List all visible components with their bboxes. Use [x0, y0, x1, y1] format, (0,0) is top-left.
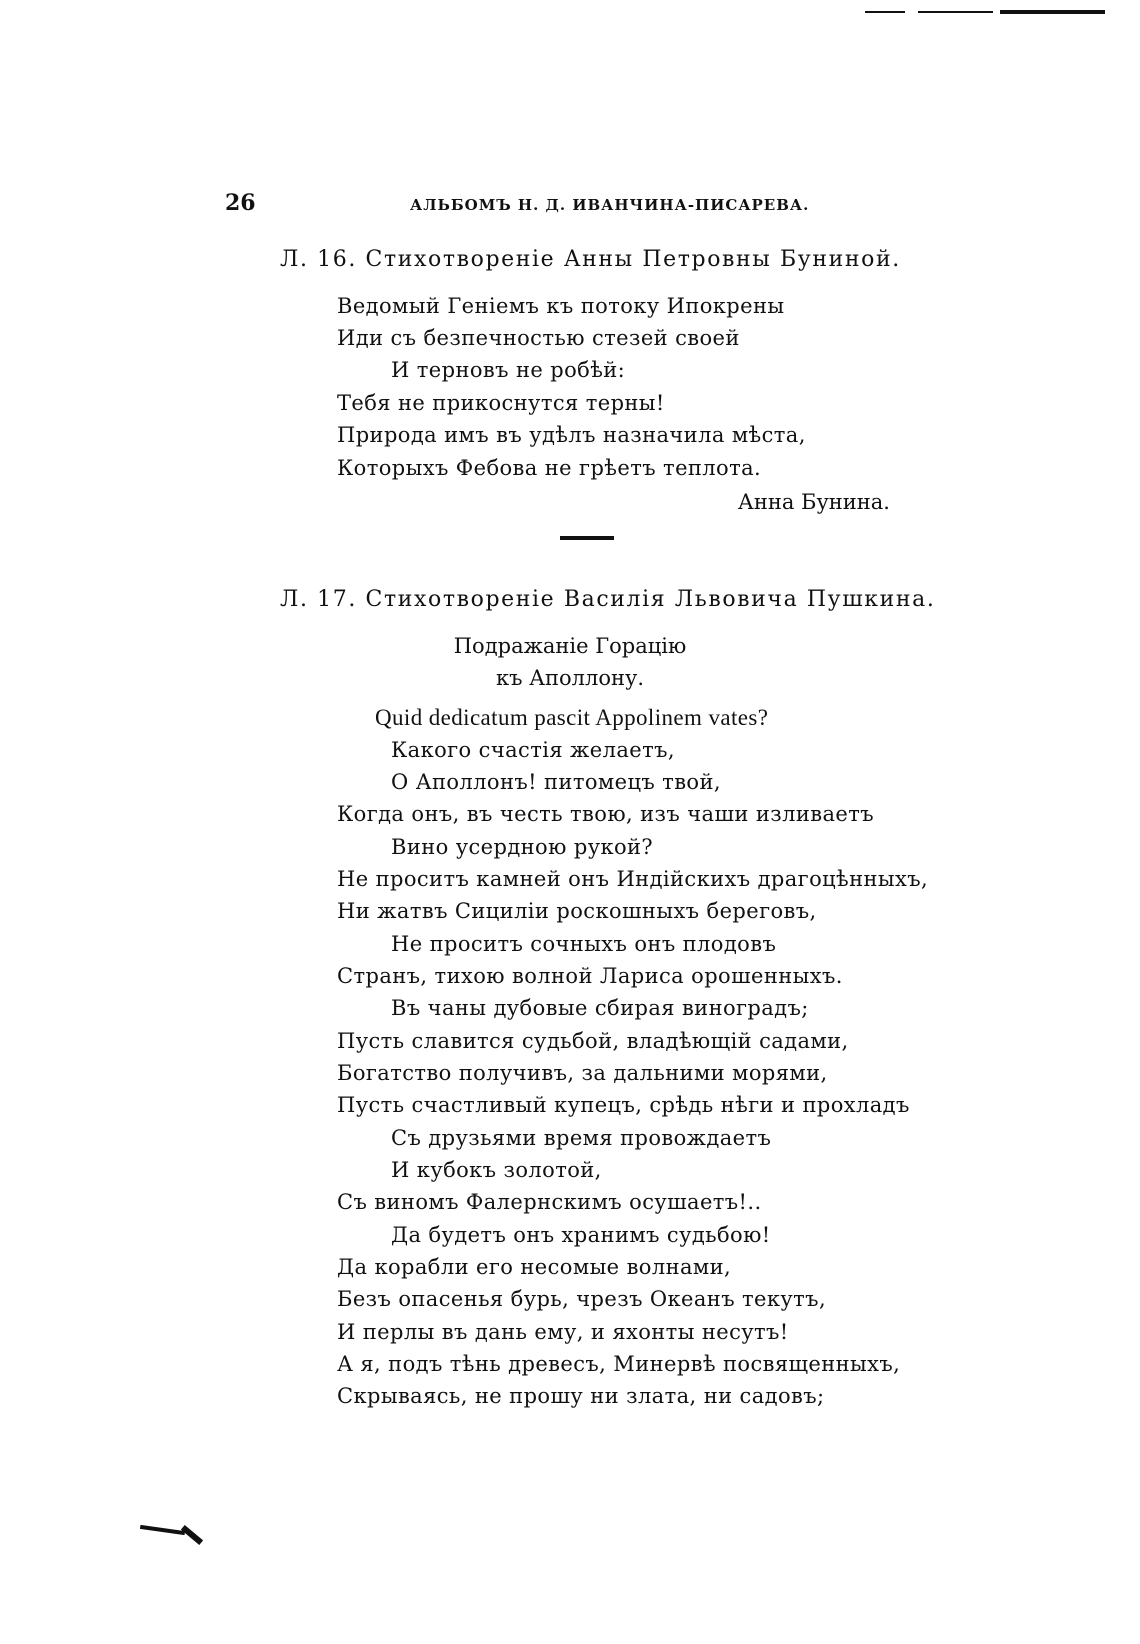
scan-artifact-top-right	[918, 11, 993, 13]
poem-line: Богатство получивъ, за дальними морями,	[337, 1061, 828, 1085]
running-title: АЛЬБОМЪ Н. Д. ИВАНЧИНА-ПИСАРЕВА.	[410, 196, 810, 214]
poem-line: Странъ, тихою волной Лариса орошенныхъ.	[337, 964, 843, 988]
poem-line: Не проситъ сочныхъ онъ плодовъ	[391, 932, 777, 956]
epigraph: Quid dedicatum pascit Appolinem vates?	[375, 705, 769, 730]
scan-artifact-top-right	[1000, 10, 1105, 14]
entry-heading: Л. 16. Стихотвореніе Анны Петровны Буниной.	[280, 247, 901, 272]
section-divider	[560, 536, 614, 540]
poem-line: Да будетъ онъ хранимъ судьбою!	[391, 1223, 771, 1247]
poem-line: Иди съ безпечностью стезей своей	[337, 326, 740, 350]
author-signature: Анна Бунина.	[737, 490, 890, 514]
poem-line: Которыхъ Фебова не грѣетъ теплота.	[337, 456, 762, 480]
poem-line: Не проситъ камней онъ Индійскихъ драгоцѣнныхъ,	[337, 867, 929, 891]
poem-line: Пусть счастливый купецъ, срѣдь нѣги и прохладъ	[337, 1093, 910, 1117]
poem-line: Ведомый Геніемъ къ потоку Ипокрены	[337, 294, 785, 318]
poem-line: Какого счастія желаетъ,	[391, 738, 675, 762]
poem-line: Природа имъ въ удѣлъ назначила мѣста,	[337, 423, 806, 447]
poem-subtitle: Подражаніе Горацію	[453, 634, 687, 658]
poem-line: Да корабли его несомые волнами,	[337, 1255, 732, 1279]
poem-line: Скрываясь, не прошу ни злата, ни садовъ;	[337, 1384, 825, 1408]
poem-subtitle: къ Аполлону.	[495, 666, 645, 690]
entry-heading: Л. 17. Стихотвореніе Василія Львовича Пушкина.	[280, 587, 936, 612]
poem-line: Съ виномъ Фалернскимъ осушаетъ!..	[337, 1190, 762, 1214]
poem-line: Когда онъ, въ честь твою, изъ чаши изливаетъ	[337, 802, 874, 826]
poem-line: Ни жатвъ Сициліи роскошныхъ береговъ,	[337, 899, 817, 923]
poem-line: Въ чаны дубовые сбирая виноградъ;	[391, 996, 809, 1020]
scan-artifact-top-right	[865, 11, 905, 13]
page-number: 26	[225, 190, 256, 216]
poem-line: О Аполлонъ! питомецъ твой,	[391, 770, 721, 794]
poem-line: Безъ опасенья бурь, чрезъ Океанъ текутъ,	[337, 1287, 827, 1311]
poem-line: Тебя не прикоснутся терны!	[337, 391, 665, 415]
poem-line: И кубокъ золотой,	[391, 1158, 602, 1182]
poem-line: А я, подъ тѣнь древесъ, Минервѣ посвященныхъ,	[337, 1352, 901, 1376]
poem-line: Пусть славится судьбой, владѣющій садами,	[337, 1029, 849, 1053]
poem-line: Съ друзьями время провождаетъ	[391, 1126, 772, 1150]
scan-artifact-bottom-left	[140, 1525, 185, 1535]
poem-line: И перлы въ дань ему, и яхонты несутъ!	[337, 1320, 789, 1344]
poem-line: Вино усердною рукой?	[391, 835, 654, 859]
poem-line: И терновъ не робѣй:	[391, 358, 626, 382]
